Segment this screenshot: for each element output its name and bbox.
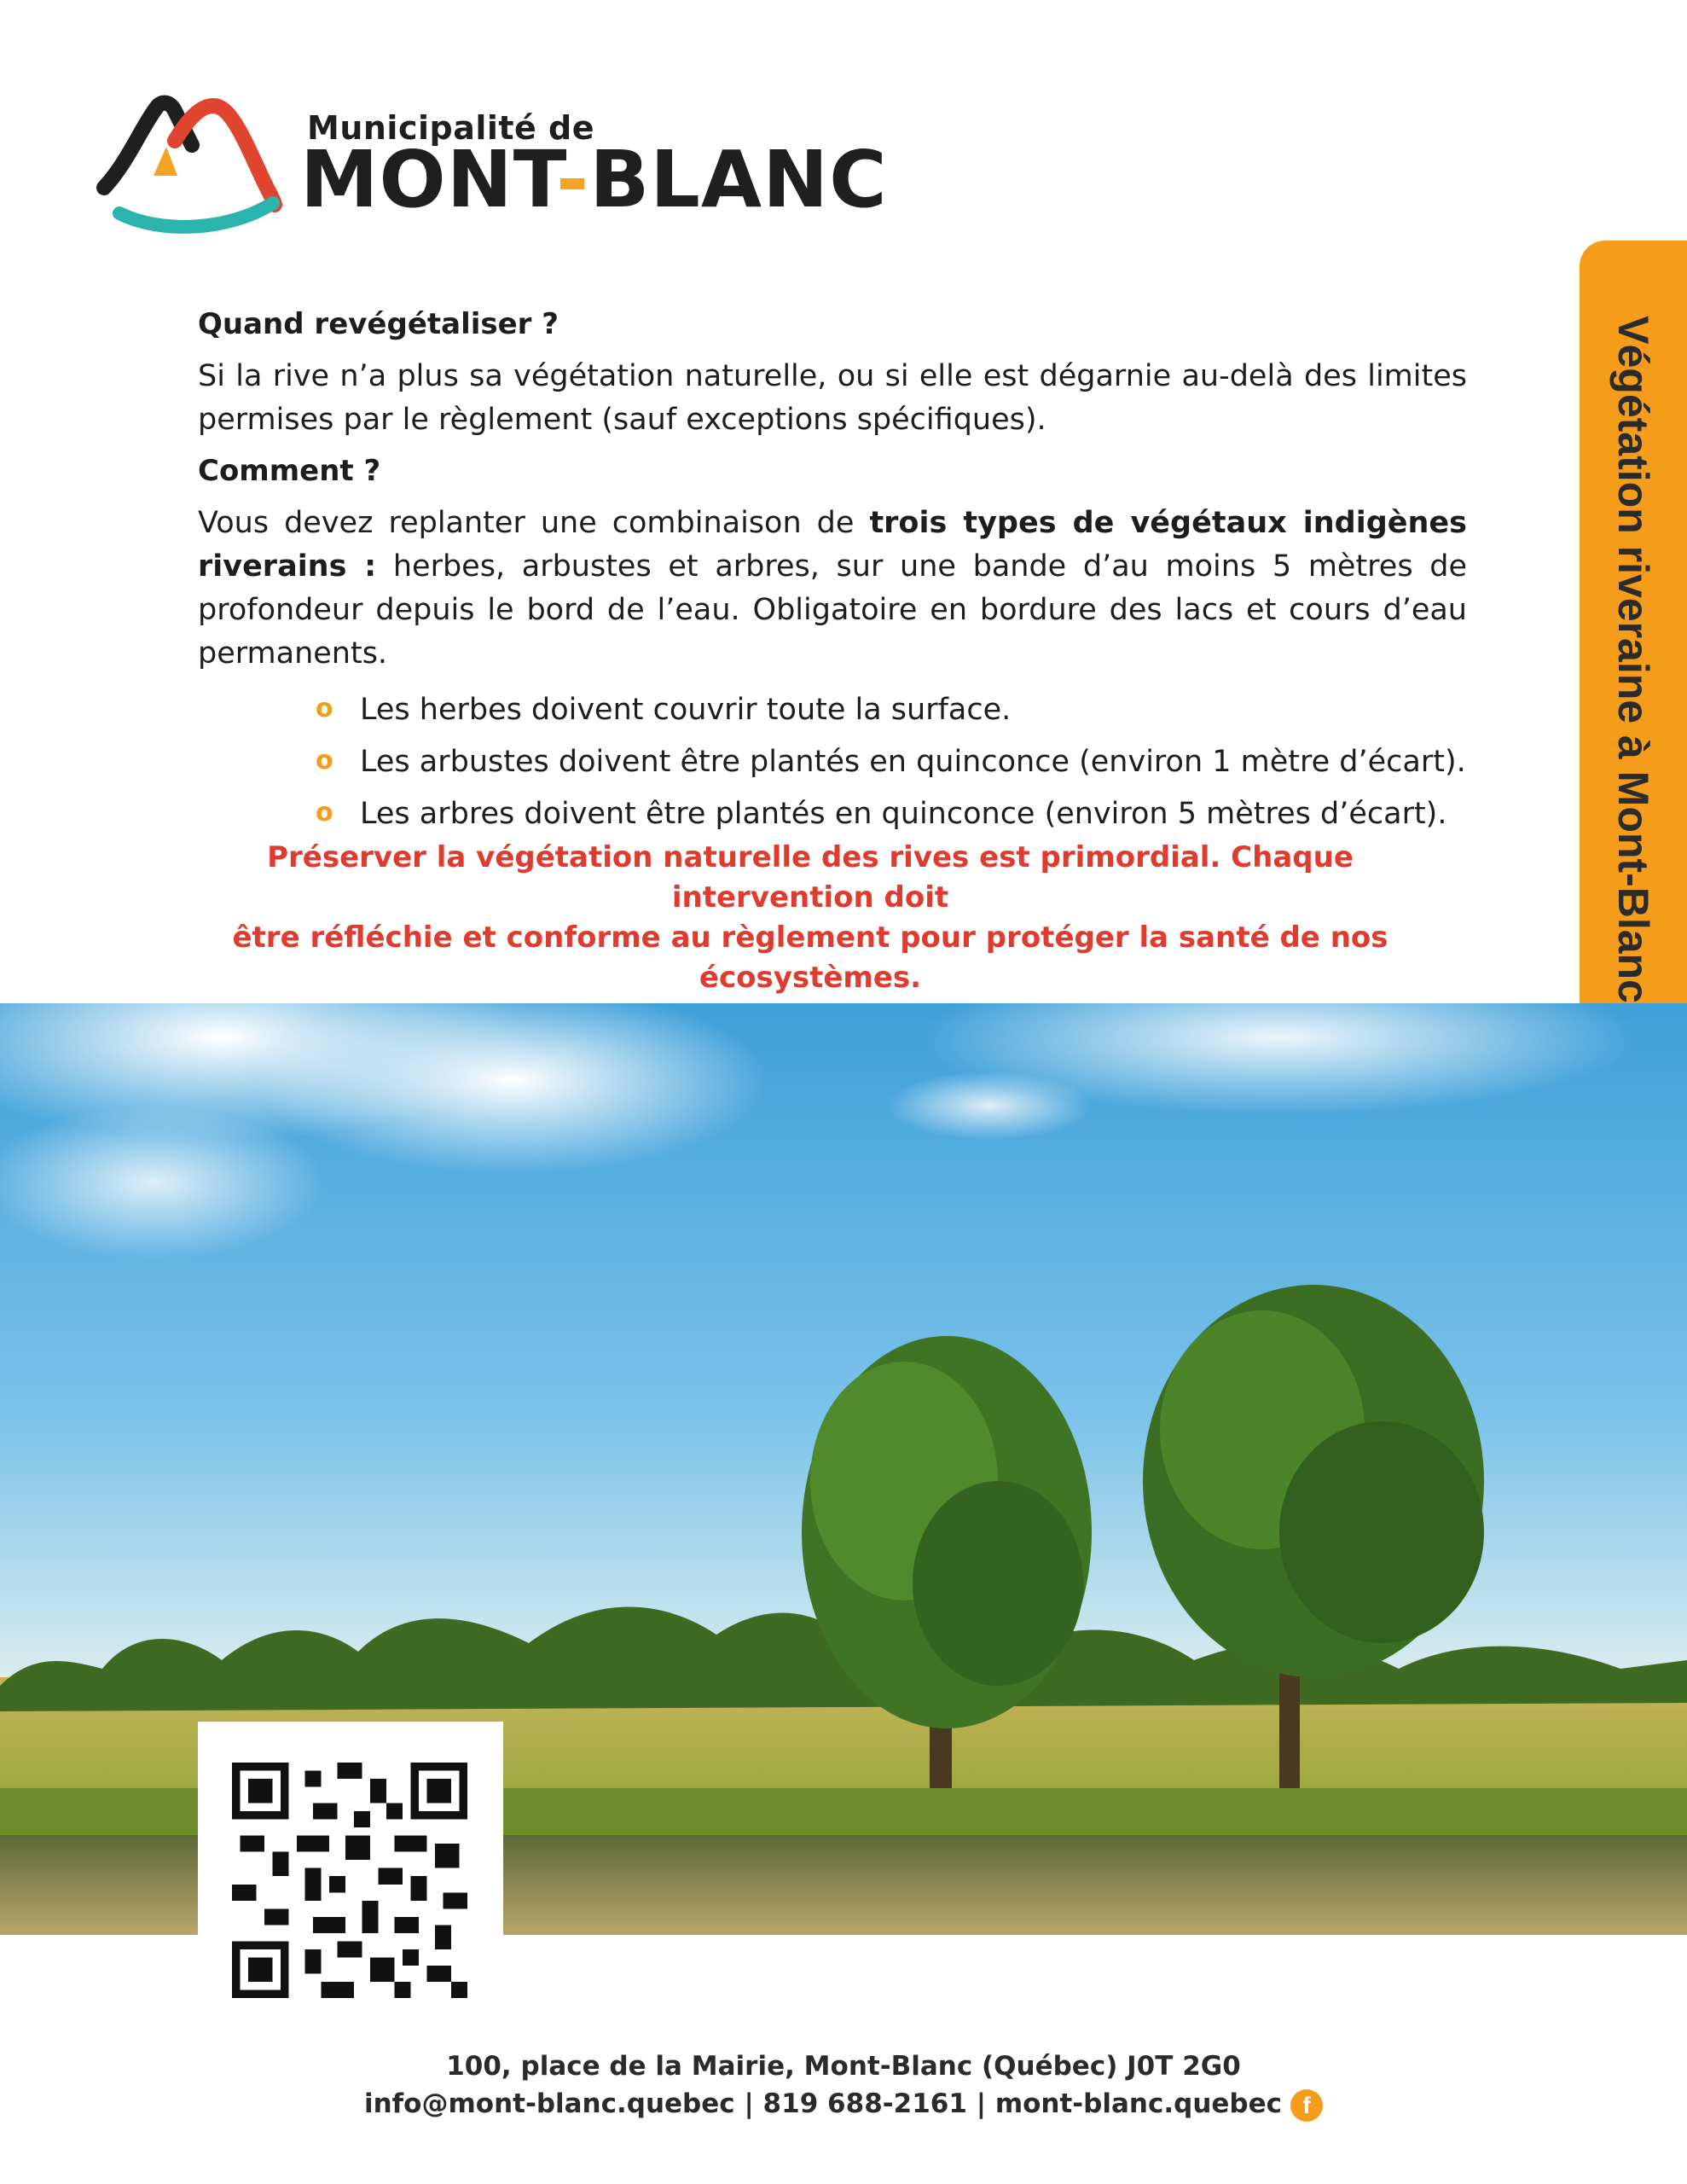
bullet-icon: o <box>316 694 333 723</box>
footer <box>0 2048 1687 2123</box>
callout-message <box>171 838 1450 998</box>
logo-title: MONT-BLANC <box>300 134 888 225</box>
facebook-icon[interactable]: f <box>1290 2089 1323 2122</box>
paragraph-when: Si la rive n’a plus sa végétation naturelle, ou si elle est dégarnie au-delà des limites permises par le règlement (sauf exceptions spécifiques). <box>198 359 1467 437</box>
municipality-logo <box>94 94 888 239</box>
list-item: o Les arbres doivent être plantés en quinconce (environ 5 mètres d’écart). <box>316 792 1467 836</box>
footer-contact[interactable]: info@mont-blanc.quebec | 819 688-2161 | mont-blanc.quebec <box>363 2088 1283 2119</box>
planting-rules-list <box>316 688 1467 836</box>
mountain-logo-icon <box>94 94 290 235</box>
logo-subtitle: Municipalité de <box>307 109 595 147</box>
list-item: o Les herbes doivent couvrir toute la surface. <box>316 688 1467 732</box>
side-tab-title: Végétation riveraine à Mont-Blanc <box>1609 316 1657 1003</box>
callout-line-2: être réfléchie et conforme au règlement pour protéger la santé de nos écosystèmes. <box>232 921 1388 995</box>
section-heading-when: Quand revégétaliser ? <box>198 307 559 341</box>
bullet-icon: o <box>316 798 333 828</box>
main-content <box>198 307 1467 844</box>
callout-line-1: Préserver la végétation naturelle des rives est primordial. Chaque intervention doit <box>267 840 1354 915</box>
section-heading-how: Comment ? <box>198 454 381 488</box>
bullet-icon: o <box>316 746 333 775</box>
paragraph-how: Vous devez replanter une combinaison de trois types de végétaux indigènes riverains : herbes, arbustes et arbres, sur une bande d’au moins 5 mètres de profondeur depuis le bord de l’eau. Obligatoire en bordure des lacs et cours d’eau permanents. <box>198 506 1468 671</box>
qr-code-icon <box>232 1763 467 1998</box>
side-tab <box>1580 241 1687 1078</box>
footer-address: 100, place de la Mairie, Mont-Blanc (Québec) J0T 2G0 <box>446 2051 1241 2082</box>
list-item: o Les arbustes doivent être plantés en quinconce (environ 1 mètre d’écart). <box>316 740 1467 784</box>
qr-code[interactable] <box>198 1722 503 2010</box>
footer-contact-line <box>364 2085 1323 2123</box>
